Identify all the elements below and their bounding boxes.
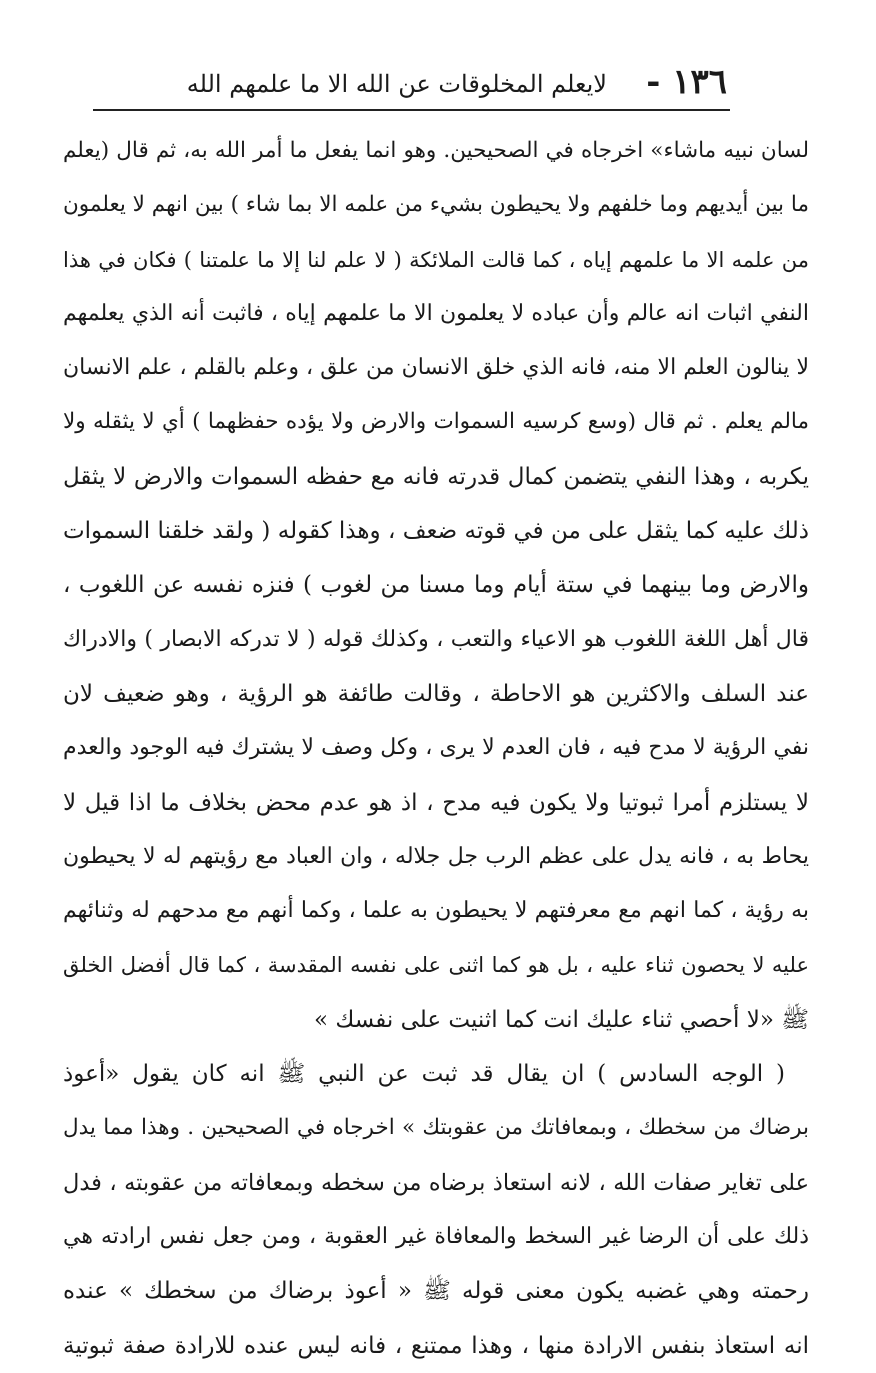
running-title: لايعلم المخلوقات عن الله الا ما علمهم الله xyxy=(186,70,607,98)
text-line: به رؤية ، كما انهم مع معرفتهم لا يحيطون به علما ، وكما أنهم مع مدحهم له وثنائهم xyxy=(63,898,809,924)
text-line: مالم يعلم . ثم قال (وسع كرسيه السموات والارض ولا يؤده حفظهما ) أي لا يثقله ولا xyxy=(63,409,809,435)
text-line: عند السلف والاكثرين هو الاحاطة ، وقالت طائفة هو الرؤية ، وهو ضعيف لان xyxy=(63,680,809,707)
text-line: والارض وما بينهما في ستة أيام وما مسنا من لغوب ) فنزه نفسه عن اللغوب ، xyxy=(63,572,809,599)
text-line: لا يستلزم أمرا ثبوتيا ولا يكون فيه مدح ، اذ هو عدم محض بخلاف ما اذا قيل لا xyxy=(63,789,809,816)
text-line: ما بين أيديهم وما خلفهم ولا يحيطون بشيء من علمه الا بما شاء ) بين انهم لا يعلمون xyxy=(63,192,809,218)
text-line: ذلك عليه كما يثقل على من في قوته ضعف ، وهذا كقوله ( ولقد خلقنا السموات xyxy=(63,518,809,545)
paragraph-end-line: ﷺ «لا أحصي ثناء عليك انت كما اثنيت على نفسك » xyxy=(313,1006,809,1033)
text-line: لسان نبيه ماشاء» اخرجاه في الصحيحين. وهو انما يفعل ما أمر الله به، ثم قال (يعلم xyxy=(63,138,809,163)
text-line: على تغاير صفات الله ، لانه استعاذ برضاه من سخطه وبمعافاته من عقوبته ، فدل xyxy=(63,1169,809,1196)
text-line: برضاك من سخطك ، وبمعافاتك من عقوبتك » اخرجاه في الصحيحين . وهذا مما يدل xyxy=(63,1115,809,1141)
text-line: نفي الرؤية لا مدح فيه ، فان العدم لا يرى ، وكل وصف لا يشترك فيه الوجود والعدم xyxy=(63,735,809,761)
text-line: عليه لا يحصون ثناء عليه ، بل هو كما اثنى على نفسه المقدسة ، كما قال أفضل الخلق xyxy=(63,953,809,978)
page-header xyxy=(95,60,727,104)
text-line: انه استعاذ بنفس الارادة منها ، وهذا ممتنع ، فانه ليس عنده للارادة صفة ثبوتية xyxy=(63,1332,809,1359)
text-line: رحمته وهي غضبه يكون معنى قوله ﷺ « أعوذ برضاك من سخطك » عنده xyxy=(63,1278,809,1305)
body-text xyxy=(63,124,809,1373)
header-rule xyxy=(93,109,730,111)
text-line: النفي اثبات انه عالم وأن عباده لا يعلمون الا ما علمهم إياه ، فاثبت أنه الذي يعلمهم xyxy=(63,300,809,326)
text-line: ذلك على أن الرضا غير السخط والمعافاة غير العقوبة ، ومن جعل نفس ارادته هي xyxy=(63,1223,809,1249)
text-line: يحاط به ، فانه يدل على عظم الرب جل جلاله ، وان العباد مع رؤيتهم له لا يحيطون xyxy=(63,843,809,869)
page-number: ١٣٦ - xyxy=(646,62,727,102)
text-line: لا ينالون العلم الا منه، فانه الذي خلق الانسان من علق ، وعلم بالقلم ، علم الانسان xyxy=(63,355,809,381)
text-line: قال أهل اللغة اللغوب هو الاعياء والتعب ، وكذلك قوله ( لا تدركه الابصار ) والادراك xyxy=(63,626,809,652)
text-line: يكربه ، وهذا النفي يتضمن كمال قدرته فانه مع حفظه السموات والارض لا يثقل xyxy=(63,463,809,490)
paragraph-start-line: ( الوجه السادس ) ان يقال قد ثبت عن النبي ﷺ انه كان يقول «أعوذ xyxy=(63,1061,785,1088)
text-line: من علمه الا ما علمهم إياه ، كما قالت الملائكة ( لا علم لنا إلا ما علمتنا ) فكان في هذا xyxy=(63,247,809,272)
